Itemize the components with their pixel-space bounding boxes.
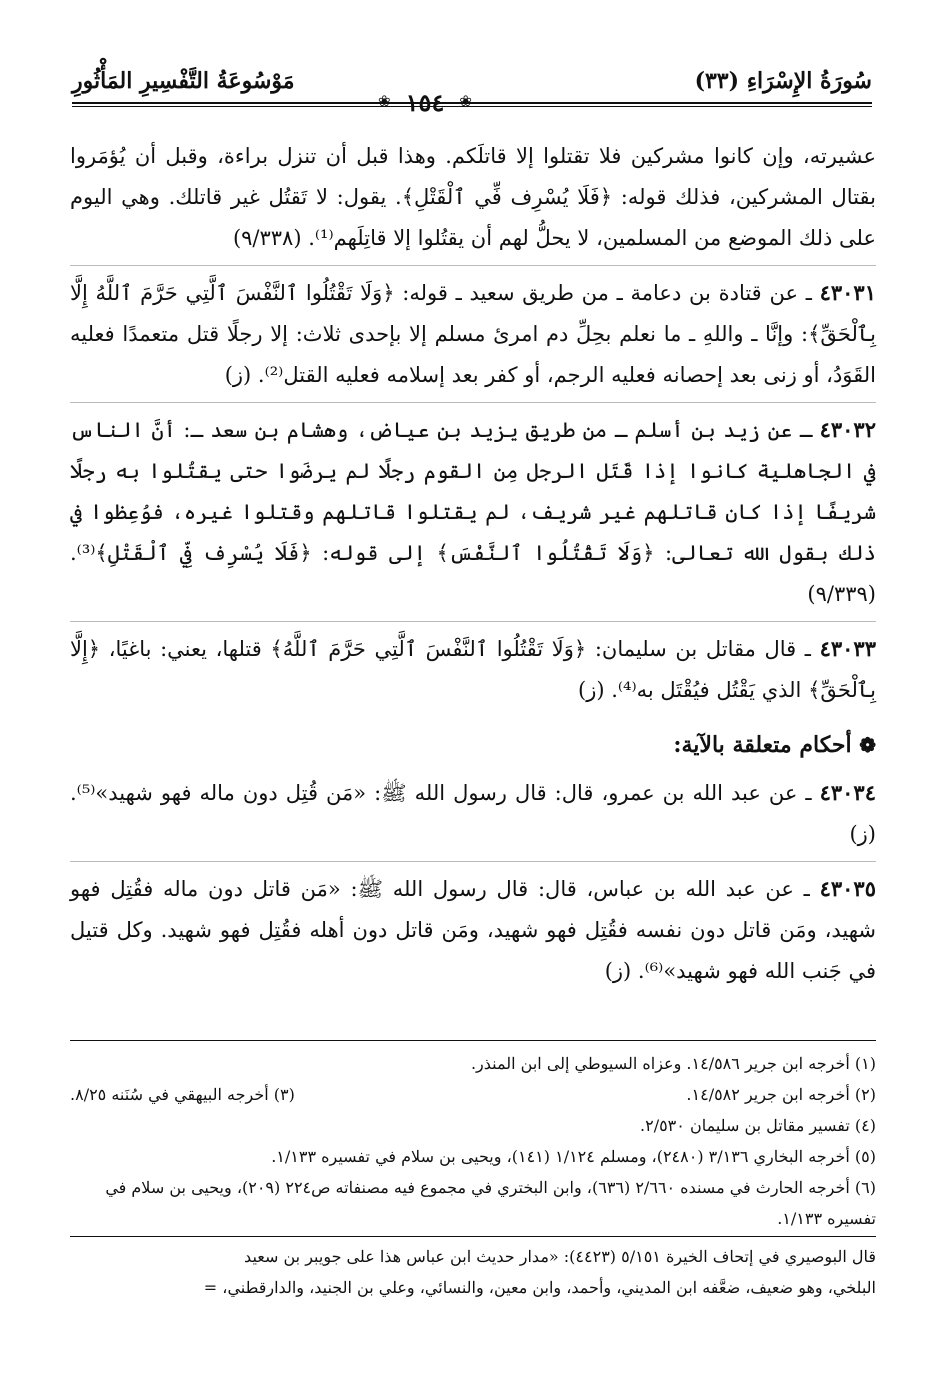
page-number-block (330, 86, 520, 120)
flower-icon: ❁ (859, 733, 876, 757)
footnote-2: (٢) أخرجه ابن جرير ١٤/٥٨٢. (686, 1085, 876, 1104)
entry-text: ـ عن عبد الله بن عباس، قال: قال رسول الله ﷺ: «مَن قاتل دون ماله فقُتِل فهو شهيد، ومَن قاتل دون نفسه فقُتِل فهو شهيد، ومَن قاتل دون أهله فقُتِل فهو شهيد. وكل قتيل في جَنب الله فهو شهيد»⁽⁶⁾. (ز) (70, 877, 876, 983)
entry-text: ـ عن عبد الله بن عمرو، قال: قال رسول الله ﷺ: «مَن قُتِل دون ماله فهو شهيد»⁽⁵⁾. (ز) (70, 781, 876, 846)
footnote-note-rule (70, 1236, 876, 1237)
page-number: ١٥٤ (405, 88, 445, 117)
main-text (70, 136, 876, 992)
intro-paragraph: عشيرته، وإن كانوا مشركين فلا تقتلوا إلا قاتلَكم. وهذا قبل أن تنزل براءة، وقبل أن يُؤمَروا بقتال المشركين، فذلك قوله: ﴿فَلَا يُسْرِف فِّي ٱلْقَتْلِ﴾. يقول: لا تَقتُل غير قاتلك. وهي اليوم على ذلك الموضع من المسلمين، لا يحلُّ لهم أن يقتُلوا إلا قاتِلَهم⁽¹⁾. (٩/٣٣٨) (70, 144, 876, 250)
footnote-row (70, 1079, 876, 1110)
page-number-line-right (474, 102, 520, 103)
entry-text: ـ عن قتادة بن دعامة ـ من طريق سعيد ـ قوله: ﴿وَلَا تَقْتُلُوا ٱلنَّفْسَ ٱلَّتِي حَرَّمَ ٱللَّهُ إِلَّا بِٱلْحَقِّ﴾: وإنَّا ـ واللهِ ـ ما نعلم بحِلِّ دم امرئ مسلم إلا بإحدى ثلاث: إلا رجلًا قتل متعمدًا فعليه القَوَدُ، أو زنى بعد إحصانه فعليه الرجم، أو كفر بعد إسلامه فعليه القتل⁽²⁾. (ز) (70, 281, 876, 387)
footnote-4: (٤) تفسير مقاتل بن سليمان ٢/٥٣٠. (640, 1116, 876, 1135)
entry-43031 (70, 272, 876, 396)
entry-number: ٤٣٠٣٤ (819, 780, 876, 805)
page-number-line-left (330, 102, 376, 103)
footnotes (70, 1048, 876, 1303)
section-title: أحكام متعلقة بالآية: (673, 732, 852, 758)
footnote-rule (70, 1040, 876, 1041)
entry-number: ٤٣٠٣١ (819, 280, 876, 305)
book-title: مَوْسُوعَةُ التَّفْسِيرِ المَأْثُورِ (72, 68, 295, 94)
footnote-1: (١) أخرجه ابن جرير ١٤/٥٨٦. وعزاه السيوطي إلى ابن المنذر. (470, 1054, 876, 1073)
entry-43035 (70, 868, 876, 992)
footnote-3: (٣) أخرجه البيهقي في سُنَنه ٨/٢٥. (70, 1085, 295, 1104)
footnote-note-line: البلخي، وهو ضعيف، ضعَّفه ابن المديني، وأحمد، وابن معين، والنسائي، وعلي بن الجنيد، والدارقطني، = (203, 1278, 876, 1297)
footnote-note-line: قال البوصيري في إتحاف الخيرة ٥/١٥١ (٤٤٢٣): «مدار حديث ابن عباس هذا على جويبر بن سعيد (244, 1247, 876, 1266)
section-heading (70, 725, 876, 766)
footnote-5: (٥) أخرجه البخاري ٣/١٣٦ (٢٤٨٠)، ومسلم ١/١٢٤ (١٤١)، ويحيى بن سلام في تفسيره ١/١٣٣. (271, 1147, 876, 1166)
entry-number: ٤٣٠٣٥ (819, 876, 876, 901)
entry-43034 (70, 772, 876, 855)
surah-label: سُورَةُ الإِسْرَاءِ (٣٣) (694, 68, 872, 94)
entry-43032 (70, 409, 876, 615)
entry-number: ٤٣٠٣٢ (819, 417, 876, 442)
ornament-icon: ❀ (378, 92, 391, 110)
entry-number: ٤٣٠٣٣ (819, 636, 876, 661)
entry-43033 (70, 628, 876, 711)
entry-separator (70, 402, 876, 403)
entry-text: ـ قال مقاتل بن سليمان: ﴿وَلَا تَقْتُلُوا ٱلنَّفْسَ ٱلَّتِي حَرَّمَ ٱللَّهُ﴾ قتلها، يعني: باغيًا، ﴿إِلَّا بِٱلْحَقِّ﴾ الذي يَقْتُل فيُقْتَل به⁽⁴⁾. (ز) (70, 637, 876, 702)
footnote-6: (٦) أخرجه الحارث في مسنده ٢/٦٦٠ (٦٣٦)، وابن البختري في مجموع فيه مصنفاته ص٢٢٤ (٢٠٩)، ويحيى بن سلام في تفسيره ١/١٣٣. (105, 1178, 876, 1228)
entry-separator (70, 861, 876, 862)
ornament-icon: ❀ (459, 92, 472, 110)
entry-separator (70, 265, 876, 266)
entry-separator (70, 621, 876, 622)
entry-text: ـ عن زيد بن أسلم ـ من طريق يزيد بن عياض، وهشام بن سعد ـ: أنَّ الناس في الجاهلية كانوا إذا قَتَل الرجل مِن القوم رجلًا لم يرضَوا حتى يقتُلوا به رجلًا شريفًا إذا كان قاتلهم غير شريف، لم يقتلوا قاتلهم وقتلوا غيره، فوُعِظوا في ذلك بقول الله تعالى: ﴿وَلَا تَقْتُلُوا ٱلنَّفْسَ﴾ إلى قوله: ﴿فَلَا يُسْرِف فِّي ٱلْقَتْلِ﴾⁽³⁾. (٩/٣٣٩) (70, 418, 876, 606)
